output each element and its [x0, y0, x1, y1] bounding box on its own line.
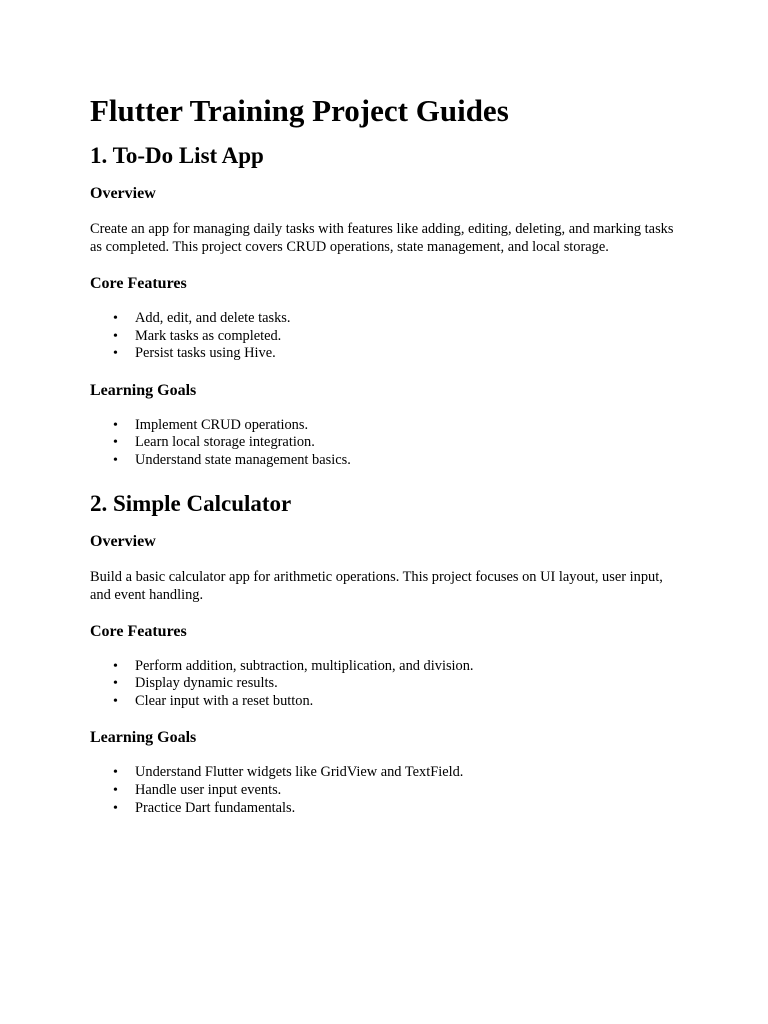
bullet-icon: • — [113, 328, 118, 344]
core-features-heading: Core Features — [90, 275, 187, 292]
learning-goals-heading: Learning Goals — [90, 729, 197, 747]
document-title: Flutter Training Project Guides — [90, 93, 509, 128]
core-features-list — [90, 310, 678, 363]
bullet-icon: • — [113, 311, 118, 326]
list-item-text: Clear input with a reset button. — [135, 692, 314, 709]
list-item — [113, 764, 678, 782]
bullet-icon: • — [113, 417, 118, 433]
list-item — [113, 434, 678, 452]
list-item — [113, 327, 678, 346]
overview-text: Build a basic calculator app for arithmetic operations. This project focuses on UI layout, user input, and event handling. — [90, 568, 663, 603]
list-item-text: Handle user input events. — [135, 781, 282, 798]
list-item — [113, 675, 678, 693]
bullet-icon: • — [113, 452, 118, 468]
list-item-text: Implement CRUD operations. — [135, 416, 309, 433]
list-item — [113, 345, 678, 363]
list-item-text: Persist tasks using Hive. — [135, 345, 276, 362]
learning-goals-list — [90, 417, 678, 470]
section-heading: 2. Simple Calculator — [90, 490, 292, 516]
overview-heading: Overview — [90, 532, 156, 550]
bullet-icon: • — [113, 765, 118, 781]
bullet-icon: • — [113, 693, 118, 709]
list-item — [113, 692, 678, 711]
learning-goals-heading: Learning Goals — [90, 381, 197, 399]
section-todo-list-app — [90, 142, 678, 470]
bullet-icon: • — [113, 782, 118, 798]
bullet-icon: • — [113, 435, 118, 451]
list-item-text: Display dynamic results. — [135, 675, 278, 692]
bullet-icon: • — [113, 800, 118, 816]
overview-heading: Overview — [90, 185, 156, 202]
list-item-text: Mark tasks as completed. — [135, 327, 282, 344]
section-simple-calculator — [90, 490, 678, 818]
list-item-text: Understand state management basics. — [135, 451, 351, 468]
list-item — [113, 310, 678, 328]
list-item — [113, 781, 678, 800]
list-item-text: Practice Dart fundamentals. — [135, 799, 296, 816]
list-item — [113, 657, 678, 676]
list-item-text: Learn local storage integration. — [135, 434, 315, 451]
section-heading: 1. To-Do List App — [90, 143, 264, 168]
learning-goals-list — [90, 764, 678, 817]
core-features-heading: Core Features — [90, 622, 187, 640]
bullet-icon: • — [113, 658, 118, 674]
core-features-list — [90, 658, 678, 711]
list-item-text: Understand Flutter widgets like GridView and TextField. — [135, 764, 464, 781]
list-item — [113, 451, 678, 470]
list-item — [113, 799, 678, 818]
list-item-text: Add, edit, and delete tasks. — [135, 310, 291, 326]
bullet-icon: • — [113, 346, 118, 362]
list-item — [113, 416, 678, 435]
bullet-icon: • — [113, 676, 118, 692]
overview-text: Create an app for managing daily tasks with features like adding, editing, deleting, and marking tasks as completed. This project covers CRUD operations, state management, and local storage. — [90, 221, 674, 255]
list-item-text: Perform addition, subtraction, multiplication, and division. — [135, 657, 474, 674]
